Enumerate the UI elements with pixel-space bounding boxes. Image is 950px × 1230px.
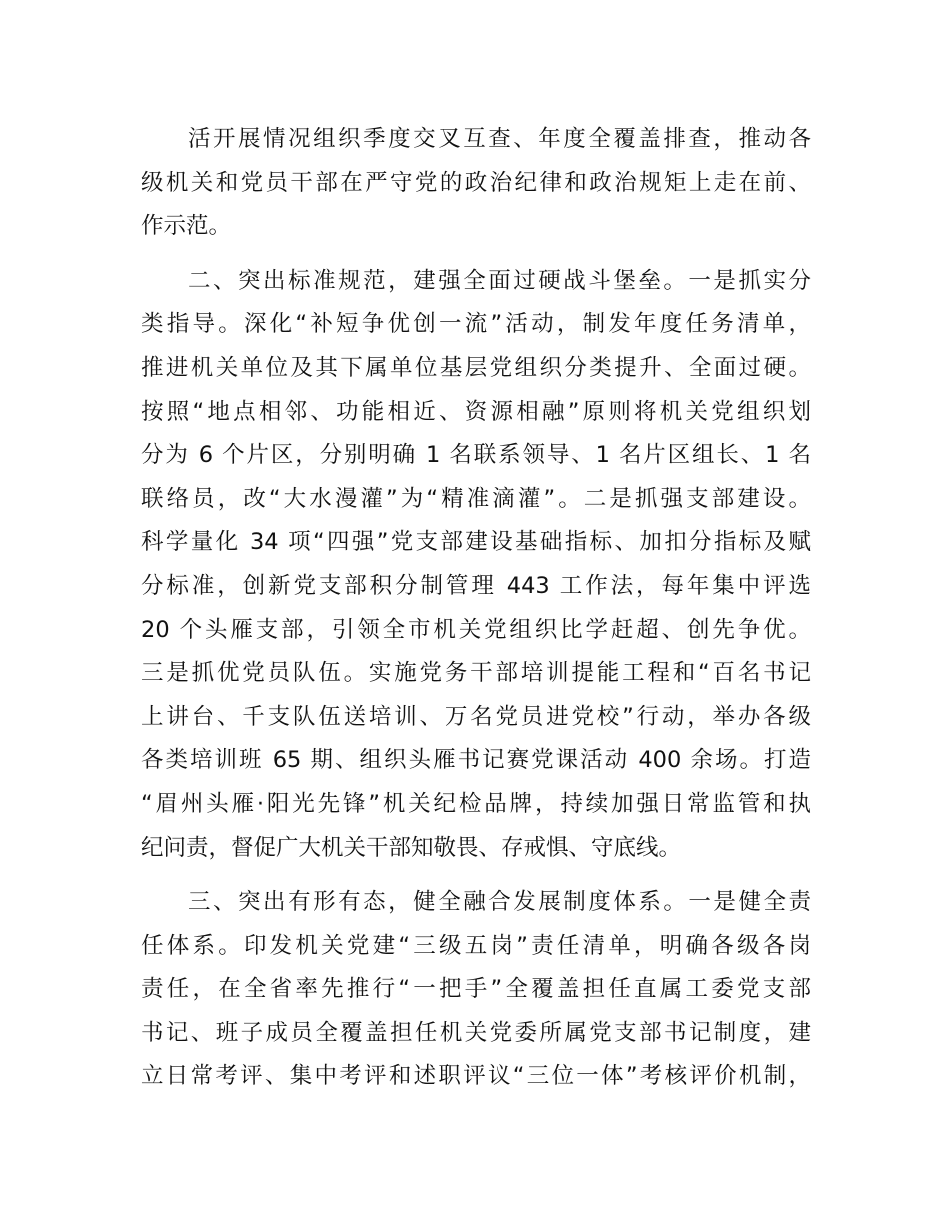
text-line: 联络员，改“大水漫灌”为“精准滴灌”。二是抓强支部建设。: [141, 485, 811, 512]
text-line: 责任，在全省率先推行“一把手”全覆盖担任直属工委党支部: [141, 976, 811, 1003]
text-line: 各类培训班 65 期、组织头雁书记赛党课活动 400 余场。打造: [141, 747, 811, 774]
text-line: 书记、班子成员全覆盖担任机关党委所属党支部书记制度，建: [141, 1019, 811, 1046]
text-line: 任体系。印发机关党建“三级五岗”责任清单，明确各级各岗: [141, 932, 811, 959]
text-line: 类指导。深化“补短争优创一流”活动，制发年度任务清单，: [141, 311, 811, 338]
paragraph-1: [141, 118, 811, 249]
text-line: 纪问责，督促广大机关干部知敬畏、存戒惧、守底线。: [141, 834, 682, 861]
text-line: 级机关和党员干部在严守党的政治纪律和政治规矩上走在前、: [141, 169, 811, 196]
text-line: “眉州头雁·阳光先锋”机关纪检品牌，持续加强日常监管和执: [141, 790, 811, 817]
text-line: 20 个头雁支部，引领全市机关党组织比学赶超、创先争优。: [141, 616, 811, 643]
text-line: 三是抓优党员队伍。实施党务干部培训提能工程和“百名书记: [141, 660, 811, 687]
text-line: 活开展情况组织季度交叉互查、年度全覆盖排查，推动各: [188, 126, 811, 152]
text-line: 二、突出标准规范，建强全面过硬战斗堡垒。一是抓实分: [188, 267, 811, 294]
document-body: [141, 118, 811, 1099]
text-line: 推进机关单位及其下属单位基层党组织分类提升、全面过硬。: [141, 354, 811, 381]
text-line: 作示范。: [141, 213, 232, 240]
text-line: 上讲台、千支队伍送培训、万名党员进党校”行动，举办各级: [141, 703, 811, 730]
text-line: 分为 6 个片区，分别明确 1 名联系领导、1 名片区组长、1 名: [141, 442, 811, 469]
text-line: 立日常考评、集中考评和述职评议“三位一体”考核评价机制，: [141, 1063, 811, 1090]
text-line: 科学量化 34 项“四强”党支部建设基础指标、加扣分指标及赋: [141, 529, 811, 556]
paragraph-2: [141, 260, 811, 870]
text-line: 按照“地点相邻、功能相近、资源相融”原则将机关党组织划: [141, 398, 811, 425]
text-line: 分标准，创新党支部积分制管理 443 工作法，每年集中评选: [141, 572, 811, 599]
paragraph-3: [141, 881, 811, 1099]
text-line: 三、突出有形有态，健全融合发展制度体系。一是健全责: [188, 889, 811, 916]
